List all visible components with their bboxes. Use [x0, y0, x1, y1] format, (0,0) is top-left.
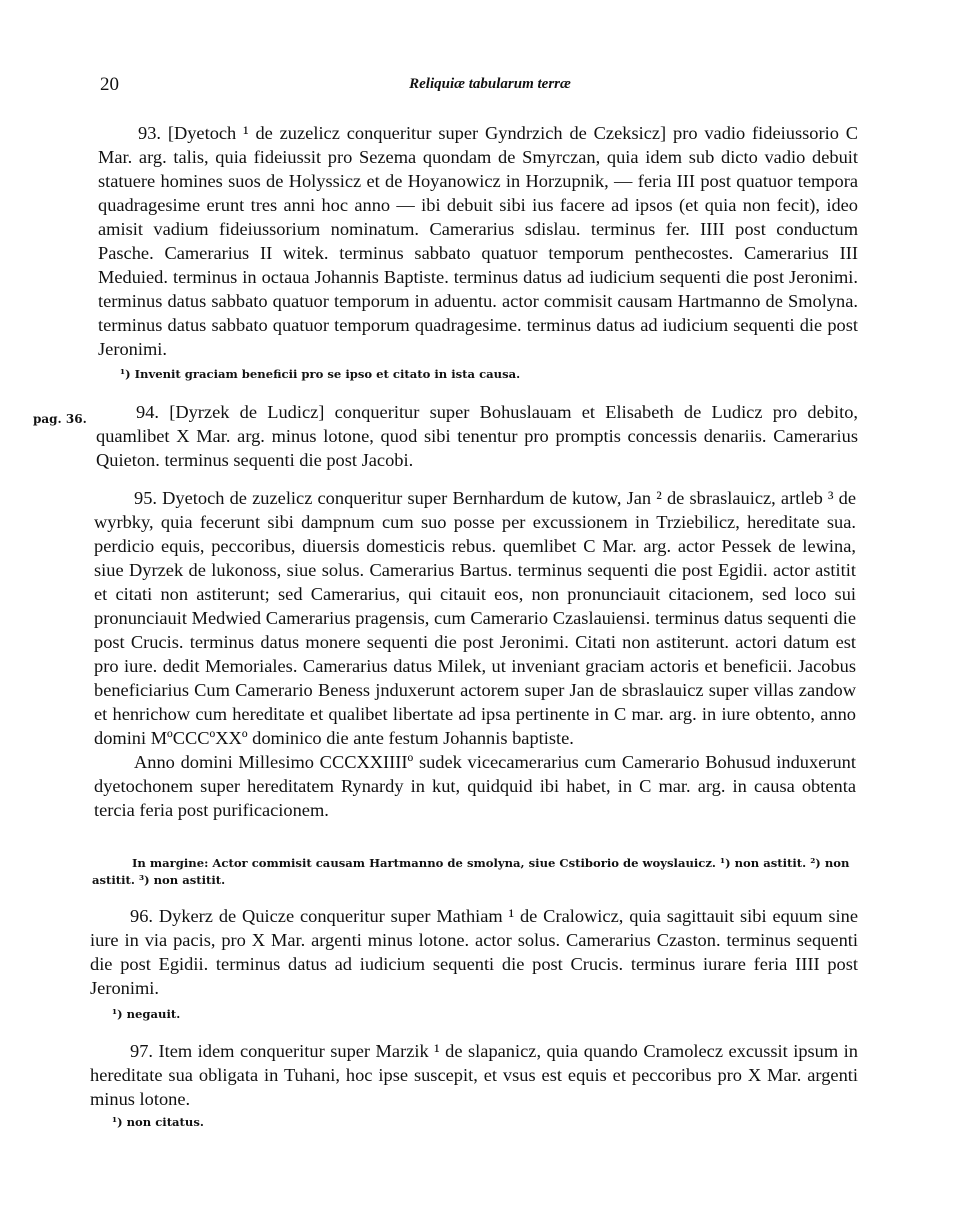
entry-95-text: 95. Dyetoch de zuzelicz conqueritur super Bernhardum de kutow, Jan ² de sbraslauicz, artleb ³ de wyrbky, quia fecerunt sibi dampnum cum suo posse per excussionem in Trziebilicz, hereditate sua. perdicio equis, peccoribus, diuersis domesticis rebus. quemlibet C Mar. arg. actor Pessek de lewina, siue Dyrzek de lukonoss, siue solus. Camerarius Bartus. terminus sequenti die post Egidii. actor astitit et citati non astiterunt; sed Camerarius, qui citauit eos, non pronunciauit citacionem, sed loco sui pronunciauit Medwied Camerarius pragensis, cum Camerario Czaslauiensi. terminus datus sequenti die post Crucis. terminus datus monere sequenti die post Jeronimi. Citati non astiterunt. actori datum est pro iure. dedit Memoriales. Camerarius datus Milek, ut inveniant graciam actoris et beneficii. Jacobus beneficiarius Cum Camerario Beness jnduxerunt actorem super Jan de sbraslauicz super villas zandow et henrichow cum hereditate et qualibet libertate ad ipsa pertinente in C mar. arg. in iure obtento, anno domini MºCCCºXXº dominico die ante festum Johannis baptiste.: [94, 488, 856, 748]
footnote-96: ¹) negauit.: [112, 1007, 181, 1021]
entry-97: [90, 1039, 858, 1111]
page-number: 20: [100, 74, 119, 95]
footnote-93: ¹) Invenit graciam beneficii pro se ipso et citato in ista causa.: [120, 367, 521, 381]
footnote-95: In margine: Actor commisit causam Hartmanno de smolyna, siue Cstiborio de woyslauicz. ¹) non astitit. ²) non astitit. ³) non astitit.: [92, 856, 850, 887]
entry-93: [98, 121, 858, 361]
entry-95: [94, 486, 856, 822]
entry-93-text: 93. [Dyetoch ¹ de zuzelicz conqueritur super Gyndrzich de Czeksicz] pro vadio fideiussorio C Mar. arg. talis, quia fideiussit pro Sezema quondam de Smyrczan, quia idem sub dicto vadio debuit statuere homines suos de Holyssicz et de Hoyanowicz in Horzupnik, — feria III post quatuor tempora quadragesime erunt tres anni hoc anno — ibi debuit sibi ius facere ad ipsos (et quia non fecit), ideo amisit vadium fideiussorium nominatum. Camerarius sdislau. terminus fer. IIII post conductum Pasche. Camerarius II witek. terminus sabbato quatuor temporum penthecostes. Camerarius III Meduied. terminus in octaua Johannis Baptiste. terminus datus ad iudicium sequenti die post Jeronimi. terminus datus sabbato quatuor temporum in aduentu. actor commisit causam Hartmanno de Smolyna. terminus datus sabbato quatuor temporum quadragesime. terminus datus ad iudicium sequenti die post Jeronimi.: [98, 123, 858, 359]
entry-96: [90, 904, 858, 1000]
running-title: Reliquiæ tabularum terræ: [409, 76, 571, 92]
footnote-97: ¹) non citatus.: [112, 1115, 204, 1129]
entry-94-text: 94. [Dyrzek de Ludicz] conqueritur super Bohuslauam et Elisabeth de Ludicz pro debito, quamlibet X Mar. arg. minus lotone, quod sibi tenentur pro promptis concessis denariis. Camerarius Quieton. terminus sequenti die post Jacobi.: [96, 402, 858, 470]
entry-96-text: 96. Dykerz de Quicze conqueritur super Mathiam ¹ de Cralowicz, quia sagittauit sibi equum sine iure in via pacis, pro X Mar. argenti minus lotone. actor solus. Camerarius Czaston. terminus sequenti die post Egidii. terminus datus ad iudicium sequenti die post Crucis. terminus iurare feria IIII post Jeronimi.: [90, 906, 858, 998]
entry-95-text-2: Anno domini Millesimo CCCXXIIIIº sudek vicecamerarius cum Camerario Bohusud induxerunt dyetochonem super hereditatem Rynardy in kut, quidquid ibi habet, in C mar. arg. in causa obtenta tercia feria post purificacionem.: [94, 752, 856, 820]
entry-97-text: 97. Item idem conqueritur super Marzik ¹ de slapanicz, quia quando Cramolecz excussit ipsum in hereditate sua obligata in Tuhani, hoc ipse suscepit, et vsus est equis et peccoribus pro X Mar. argenti minus lotone.: [90, 1041, 858, 1109]
entry-94: [96, 400, 858, 472]
margin-page-reference: pag. 36.: [33, 412, 87, 426]
